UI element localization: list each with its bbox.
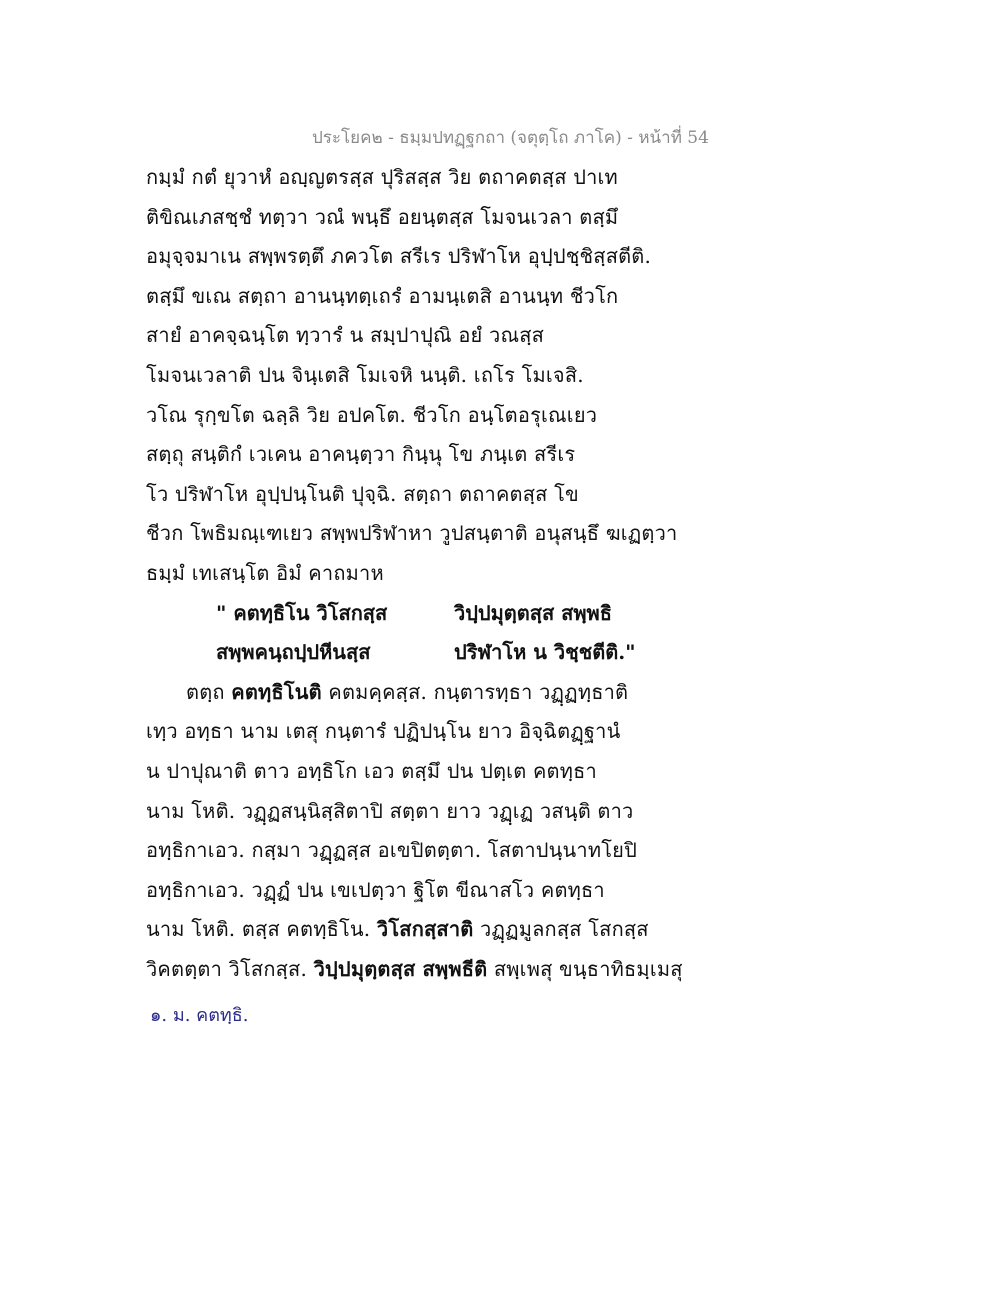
text-line: ชีวก โพธิมณฺเฑเยว สพฺพปริฬาหา วูปสนฺตาติ อนุสนฺธึ ฆเฏตฺวา	[146, 521, 678, 546]
commentary-line: อทฺธิกาเอว. กสฺมา วฏฺฏสฺส อเขปิตตฺตา. โสตาปนฺนาทโยปิ	[146, 838, 637, 863]
commentary-line: น ปาปุณาติ ตาว อทฺธิโก เอว ตสฺมึ ปน ปตฺเต คตทฺธา	[146, 758, 597, 783]
running-head: ประโยค๒ - ธมฺมปทฏฺฐกถา (จตุตฺโถ ภาโค) - หน้าที่ 54	[312, 128, 709, 148]
text-line: กมฺมํ กตํ ยุวาหํ อญฺญตรสฺส ปุริสสฺส วิย ตถาคตสฺส ปาเท	[146, 165, 618, 189]
commentary-text: วฏฺฏมูลกสฺส โสกสฺส	[473, 917, 649, 942]
verse-line-2	[146, 633, 706, 673]
commentary-line: เทฺว อทฺธา นาม เตสุ กนฺตารํ ปฏิปนฺโน ยาว อิจฺฉิตฏฺฐานํ	[146, 719, 621, 744]
commentary-line: นาม โหติ. วฏฺฏสนฺนิสฺสิตาปิ สตฺตา ยาว วฏฺเฏ วสนฺติ ตาว	[146, 798, 634, 823]
commentary-text: ตตฺถ	[186, 679, 232, 704]
commentary-line: อทฺธิกาเอว. วฏฺฏํ ปน เขเปตฺวา ฐิโต ขีณาสโว คตทฺธา	[146, 877, 605, 902]
verse-line-1-right: วิปฺปมุตฺตสฺส สพฺพธิ	[454, 600, 612, 625]
commentary-term: วิโสกสฺสาติ	[376, 917, 474, 942]
text-line: ติขิณเภสชฺชํ ทตฺวา วณํ พนฺธึ อยนฺตสฺส โมจนเวลา ตสฺมึ	[146, 204, 619, 229]
text-line: โว ปริฬาโห อุปฺปนฺโนติ ปุจฺฉิ. สตฺถา ตถาคตสฺส โข	[146, 481, 579, 506]
verse-line-1	[146, 594, 706, 634]
commentary-text: วิคตตฺตา วิโสกสฺส.	[146, 956, 314, 981]
commentary-text: คตมคฺคสฺส. กนฺตารทฺธา วฏฺฏทฺธาติ	[321, 679, 629, 704]
commentary-term: วิปฺปมุตฺตสฺส สพฺพธีติ	[313, 956, 488, 981]
verse-line-1-left: " คตทฺธิโน วิโสกสฺส	[216, 600, 388, 625]
commentary-term: คตทฺธิโนติ	[231, 679, 322, 704]
commentary-line	[146, 950, 706, 990]
text-line: วโณ รุกฺขโต ฉลฺลิ วิย อปคโต. ชีวโก อนฺโตอรุเณเยว	[146, 402, 598, 427]
text-line: สายํ อาคจฺฉนฺโต ทฺวารํ น สมฺปาปุณิ อยํ วณสฺส	[146, 323, 545, 348]
verse-line-2-right: ปริฬาโห น วิชฺชตีติ."	[454, 640, 636, 665]
text-line: ธมฺมํ เทเสนฺโต อิมํ คาถมาห	[146, 560, 384, 585]
footnote: ๑. ม. คตทฺธิ.	[150, 1005, 249, 1026]
commentary-text: สพฺเพสุ ขนฺธาทิธมฺเมสุ	[487, 956, 683, 981]
commentary-line	[146, 673, 706, 713]
commentary-line	[146, 910, 706, 950]
text-line: ตสฺมึ ขเณ สตฺถา อานนฺทตฺเถรํ อามนฺเตสิ อานนฺท ชีวโก	[146, 283, 619, 308]
body-text	[146, 158, 706, 989]
text-line: โมจนเวลาติ ปน จินฺเตสิ โมเจหิ นนฺติ. เถโร โมเจสิ.	[146, 362, 584, 387]
commentary-text: นาม โหติ. ตสฺส คตทฺธิโน.	[146, 917, 377, 942]
verse-line-2-left: สพฺพคนฺถปฺปหีนสฺส	[216, 640, 371, 665]
text-line: สตฺถุ สนฺติกํ เวเคน อาคนฺตฺวา กินฺนุ โข ภนฺเต สรีเร	[146, 442, 576, 467]
text-line: อมุจฺจมาเน สพฺพรตฺตึ ภควโต สรีเร ปริฬาโห อุปฺปชฺชิสฺสตีติ.	[146, 244, 652, 269]
